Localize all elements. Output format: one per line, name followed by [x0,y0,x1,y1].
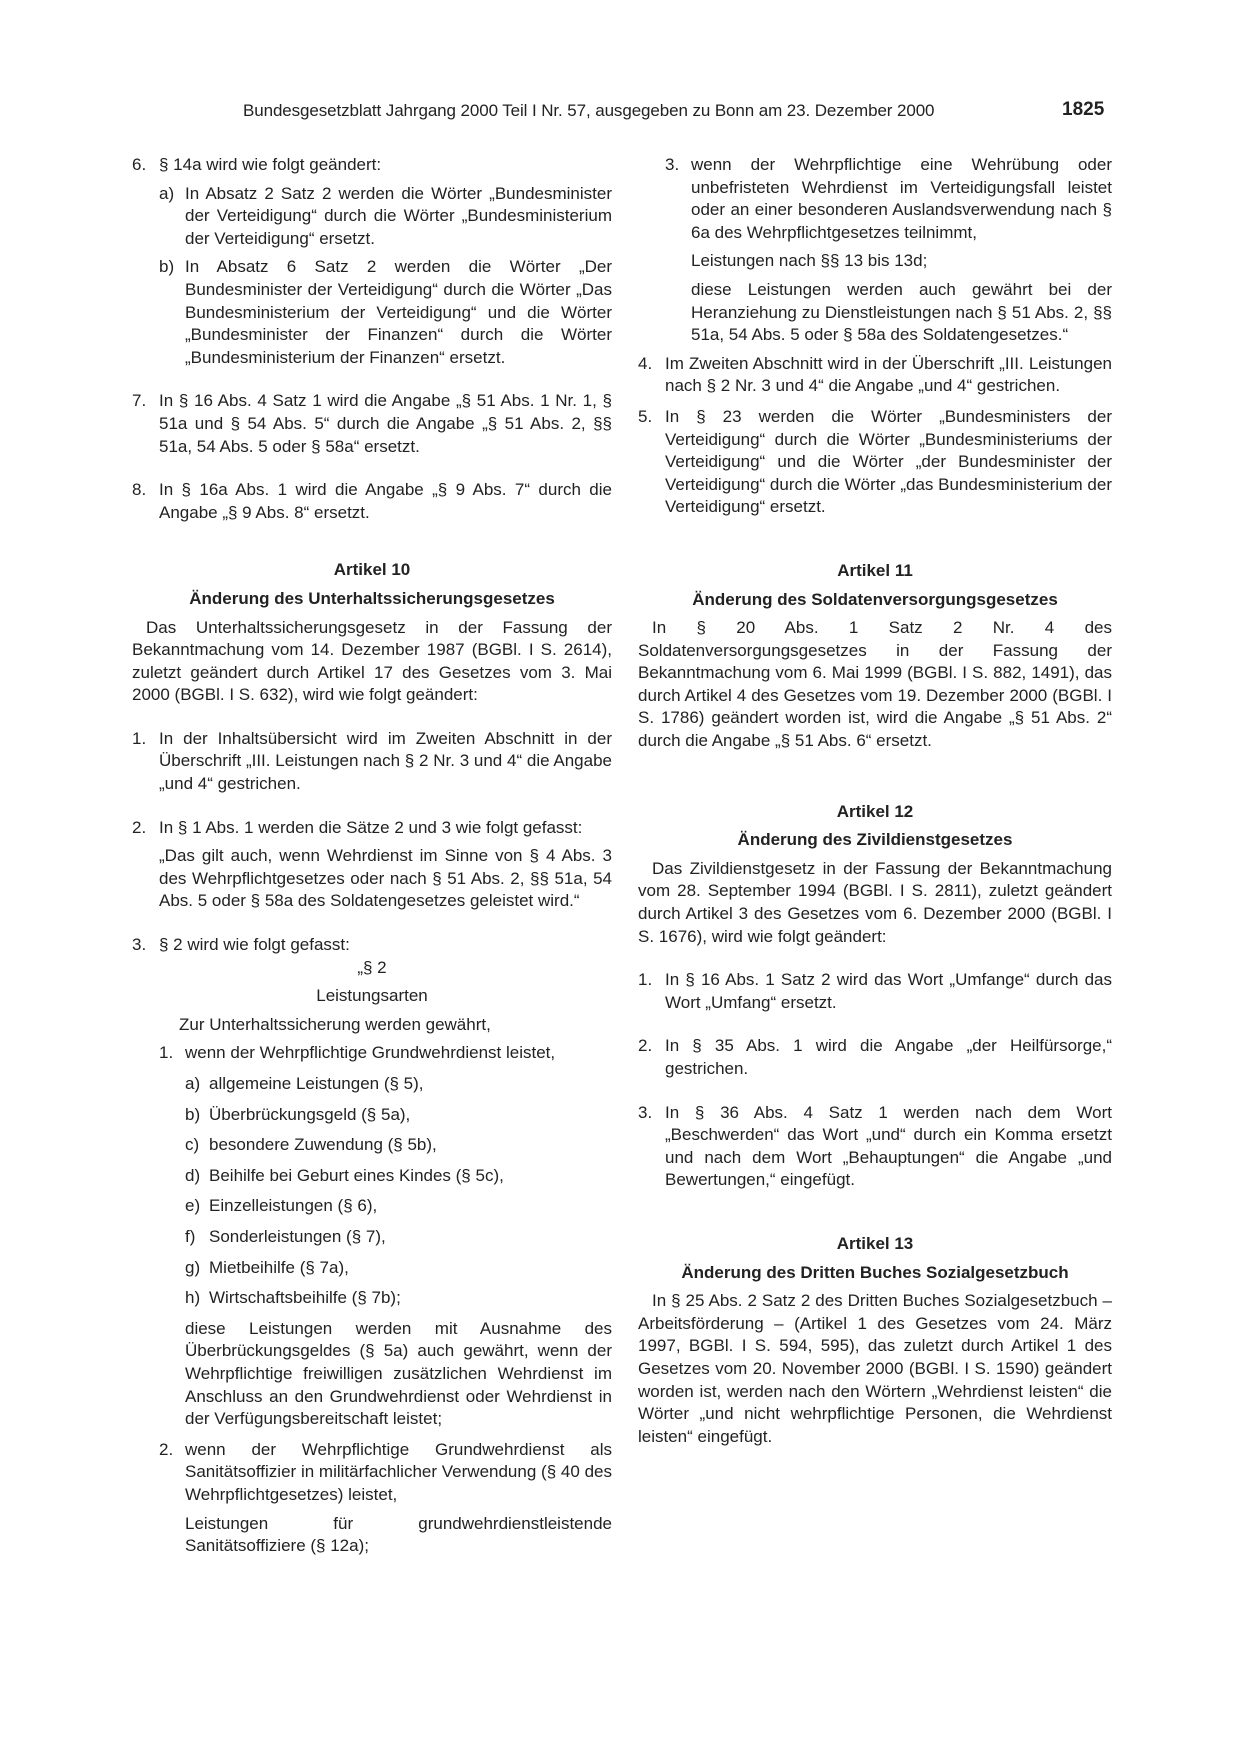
item-number: 2. [132,817,147,837]
sub-item-text: In Absatz 2 Satz 2 werden die Wörter „Bundesminister der Verteidigung“ durch die Wörter „Bundesministerium der Verteidigung“ ersetzt. [185,183,612,248]
item-text: § 2 wird wie folgt gefasst: [159,935,350,955]
list-item [638,1102,1112,1192]
article-title: Artikel 11 [837,560,913,580]
benefit-item [185,1073,612,1096]
benefit-letter: c) [185,1135,200,1155]
sub-item [665,154,1112,244]
item-text: In § 36 Abs. 4 Satz 1 werden nach dem Wort „Beschwerden“ das Wort „und“ durch ein Komma ersetzt und nach dem Wort „Behauptungen“ die Angabe „und Bewertungen,“ eingefügt. [665,1102,1112,1190]
sub-item-tail: Leistungen für grundwehrdienstleistende Sanitätsoffiziere (§ 12a); [185,1513,612,1556]
list-item [638,353,1112,398]
list-item [638,406,1112,519]
item-number: 8. [132,480,147,500]
benefit-text: Mietbeihilfe (§ 7a), [209,1257,349,1277]
sub-item-number: a) [159,183,175,203]
left-column [132,154,612,1558]
list-item [132,154,612,177]
article-subtitle: Änderung des Dritten Buches Sozialgesetzbuch [681,1262,1069,1282]
benefit-item [185,1257,612,1280]
item-number: 5. [638,406,653,426]
right-column [638,154,1112,1448]
sub-item-text: wenn der Wehrpflichtige eine Wehrübung oder unbefristeten Wehrdienst im Verteidigungsfall leistet oder an einer besonderen Auslandsverwendung nach § 6a des Wehrpflichtgesetzes teilnimmt, [691,155,1112,242]
benefit-letter: e) [185,1196,201,1216]
benefit-text: allgemeine Leistungen (§ 5), [209,1074,424,1093]
sub-item [159,256,612,369]
paragraph-lead: Zur Unterhaltssicherung werden gewährt, [179,1014,491,1034]
article-intro: In § 20 Abs. 1 Satz 2 Nr. 4 des Soldatenversorgungsgesetzes in der Fassung der Bekanntmachung vom 6. Mai 1999 (BGBl. I S. 882, 1491), das durch Artikel 4 des Gesetzes vom 19. Dezember 2000 (BGBl. I S. 1786) geändert worden ist, wird die Angabe „§ 51 Abs. 2“ durch die Angabe „§ 51 Abs. 6“ ersetzt. [638,618,1112,751]
benefit-text: Überbrückungsgeld (§ 5a), [209,1104,411,1124]
sub-item-tail: diese Leistungen werden auch gewährt bei der Heranziehung zu Dienstleistungen nach § 51 Abs. 2, §§ 51a, 54 Abs. 5 oder § 58a des Soldatengesetzes.“ [691,279,1112,345]
list-item [132,817,612,913]
benefit-letter: f) [185,1226,196,1246]
paragraph-title: Leistungsarten [316,986,428,1006]
benefit-item [185,1165,612,1188]
list-item [132,479,612,524]
article-subtitle: Änderung des Unterhaltssicherungsgesetzes [189,588,555,608]
article-title: Artikel 12 [836,801,914,821]
benefit-letter: g) [185,1257,201,1277]
benefit-list [185,1073,612,1310]
article-title: Artikel 10 [333,560,411,580]
sub-item-number: 3. [665,155,680,174]
benefit-text: Sonderleistungen (§ 7), [209,1226,386,1246]
benefit-letter: h) [185,1288,201,1308]
list-item [132,390,612,458]
list-item [132,934,612,957]
benefit-letter: a) [185,1074,201,1093]
item-number: 1. [132,728,147,748]
article-intro: Das Zivildienstgesetz in der Fassung der Bekanntmachung vom 28. September 1994 (BGBl. I S. 2811), zuletzt geändert durch Artikel 3 des Gesetzes vom 6. Dezember 2000 (BGBl. I S. 1676), wird wie folgt geändert: [638,858,1112,946]
page-number: 1825 [1062,99,1105,120]
sub-item-tail: Leistungen nach §§ 13 bis 13d; [691,251,928,271]
item-number: 3. [638,1102,653,1122]
item-text: In § 23 werden die Wörter „Bundesministers der Verteidigung“ durch die Wörter „Bundesministeriums der Verteidigung“ und die Wörter „der Bundesminister der Verteidigung“ durch die Wörter „das Bundesministerium der Verteidigung“ ersetzt. [665,406,1112,517]
page-header [0,99,1240,127]
sub-item-number: 2. [159,1439,174,1459]
list-item [132,728,612,796]
benefit-item [185,1287,612,1310]
paragraph-sign: „§ 2 [357,957,387,977]
item-number: 7. [132,391,147,411]
item-text: § 14a wird wie folgt geändert: [159,155,382,174]
item-text: Im Zweiten Abschnitt wird in der Überschrift „III. Leistungen nach § 2 Nr. 3 und 4“ die Angabe „und 4“ gestrichen. [665,353,1112,396]
item-text: In der Inhaltsübersicht wird im Zweiten Abschnitt in der Überschrift „III. Leistungen nach § 2 Nr. 3 und 4“ die Angabe „und 4“ gestrichen. [159,728,612,794]
sub-item [159,1042,612,1065]
item-number: 1. [638,970,653,990]
article-intro: In § 25 Abs. 2 Satz 2 des Dritten Buches Sozialgesetzbuch – Arbeitsförderung – (Artikel 1 des Gesetzes vom 24. März 1997, BGBl. I S. 594, 595), das zuletzt durch Artikel 1 des Gesetzes vom 20. November 2000 (BGBl. I S. 1590) geändert worden ist, werden nach den Wörtern „Wehrdienst leisten“ die Wörter „und nicht wehrpflichtige Personen, die Wehrdienst leisten“ eingefügt. [638,1291,1112,1446]
list-item [638,969,1112,1014]
quoted-text: „Das gilt auch, wenn Wehrdienst im Sinne von § 4 Abs. 3 des Wehrpflichtgesetzes oder nach § 51 Abs. 2, §§ 51a, 54 Abs. 5 oder § 58a des Soldatengesetzes geleistet wird.“ [159,846,612,911]
benefit-item [185,1104,612,1127]
item-text: In § 16 Abs. 1 Satz 2 wird das Wort „Umfange“ durch das Wort „Umfang“ ersetzt. [665,970,1112,1012]
item-number: 4. [638,353,653,373]
benefit-item [185,1134,612,1157]
article-subtitle: Änderung des Soldatenversorgungsgesetzes [692,589,1058,609]
article-intro: Das Unterhaltssicherungsgesetz in der Fassung der Bekanntmachung vom 14. Dezember 1987 (BGBl. I S. 2614), zuletzt geändert durch Artikel 17 des Gesetzes vom 3. Mai 2000 (BGBl. I S. 632), wird wie folgt geändert: [132,617,612,705]
benefit-text: Einzelleistungen (§ 6), [209,1196,378,1216]
article-title: Artikel 13 [836,1233,914,1253]
item-text: In § 16a Abs. 1 wird die Angabe „§ 9 Abs. 7“ durch die Angabe „§ 9 Abs. 8“ ersetzt. [159,480,612,522]
list-item [638,1035,1112,1080]
item-text: In § 1 Abs. 1 werden die Sätze 2 und 3 wie folgt gefasst: [159,817,583,837]
benefit-text: besondere Zuwendung (§ 5b), [209,1135,437,1155]
item-number: 3. [132,935,147,955]
benefit-item [185,1226,612,1249]
sub-item-text: In Absatz 6 Satz 2 werden die Wörter „Der Bundesminister der Verteidigung“ durch die Wörter „Das Bundesministerium der Verteidigung“ und die Wörter „Bundesminister der Finanzen“ durch die Wörter „Bundesministerium der Finanzen“ ersetzt. [185,257,612,367]
benefit-letter: d) [185,1165,201,1185]
item-text: In § 35 Abs. 1 wird die Angabe „der Heilfürsorge,“ gestrichen. [665,1036,1112,1078]
benefit-text: Wirtschaftsbeihilfe (§ 7b); [209,1288,401,1308]
sub-item-number: 1. [159,1043,174,1063]
sub-item-number: b) [159,257,175,277]
benefit-letter: b) [185,1104,201,1124]
benefit-item [185,1195,612,1218]
sub-item [159,1439,612,1507]
benefit-text: Beihilfe bei Geburt eines Kindes (§ 5c), [209,1165,504,1185]
sub-item-text: wenn der Wehrpflichtige Grundwehrdienst leistet, [185,1043,556,1063]
item-number: 2. [638,1036,653,1056]
sub-item [159,183,612,251]
header-text: Bundesgesetzblatt Jahrgang 2000 Teil I Nr. 57, ausgegeben zu Bonn am 23. Dezember 2000 [243,101,935,120]
item-number: 6. [132,155,147,174]
article-subtitle: Änderung des Zivildienstgesetzes [737,830,1013,850]
benefit-tail: diese Leistungen werden mit Ausnahme des Überbrückungsgeldes (§ 5a) auch gewährt, wenn der Wehrpflichtige freiwilligen zusätzlichen Wehrdienst im Anschluss an den Grundwehrdienst oder Wehrdienst in der Verfügungsbereitschaft leistet; [185,1318,612,1429]
item-text: In § 16 Abs. 4 Satz 1 wird die Angabe „§ 51 Abs. 1 Nr. 1, § 51a und § 54 Abs. 5“ durch die Angabe „§ 51 Abs. 2, §§ 51a, 54 Abs. 5 oder § 58a“ ersetzt. [159,391,612,456]
sub-item-text: wenn der Wehrpflichtige Grundwehrdienst als Sanitätsoffizier in militärfachlicher Verwendung (§ 40 des Wehrpflichtgesetzes) leistet, [185,1439,612,1504]
